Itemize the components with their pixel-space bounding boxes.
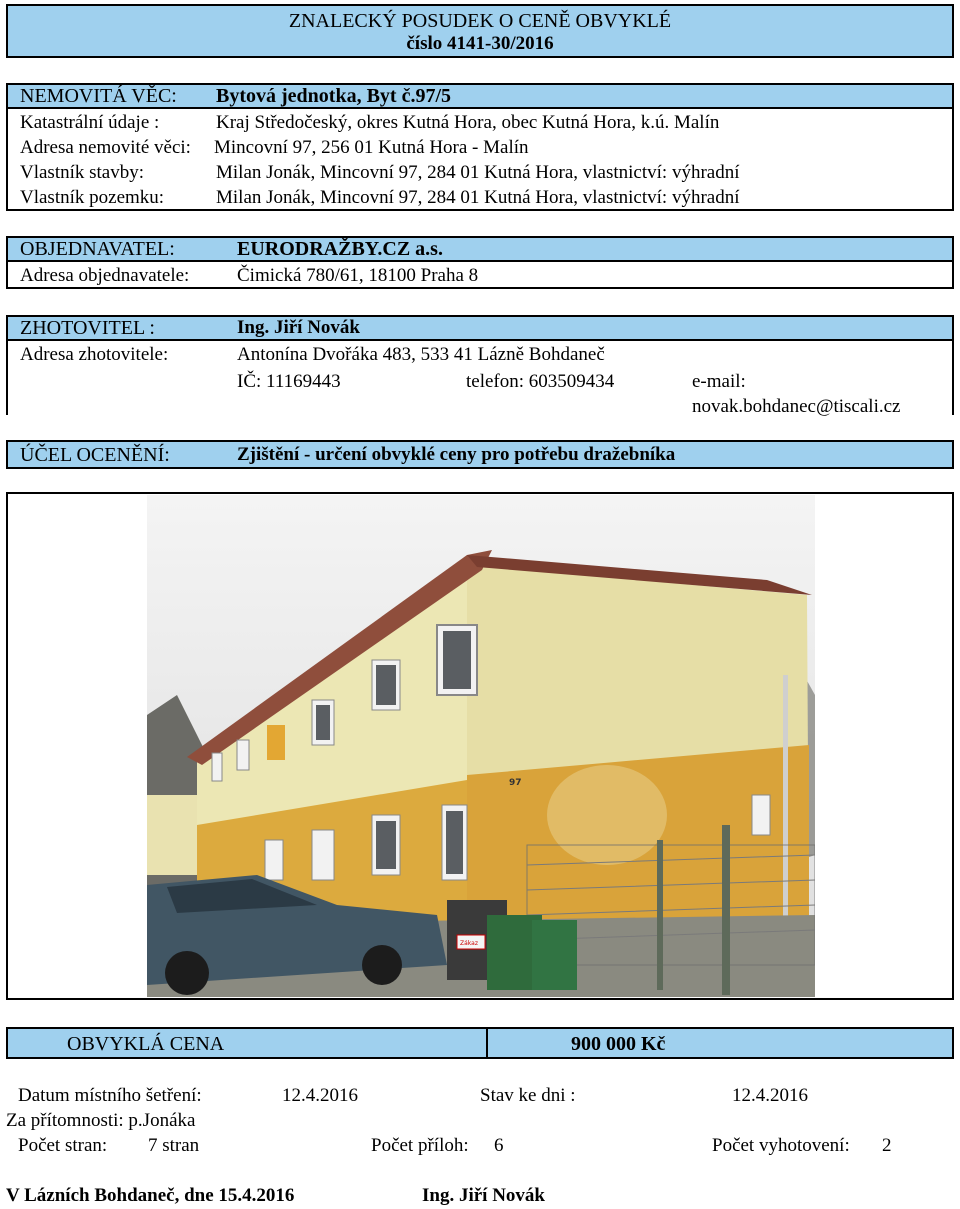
- inspection-date: 12.4.2016: [282, 1085, 358, 1106]
- building-owner-value: Milan Jonák, Mincovní 97, 284 01 Kutná Hora, vlastnictví: výhradní: [216, 162, 740, 183]
- attachments-value: 6: [494, 1135, 504, 1156]
- cadastral-value: Kraj Středočeský, okres Kutná Hora, obec Kutná Hora, k.ú. Malín: [216, 112, 720, 133]
- price-value: 900 000 Kč: [571, 1033, 666, 1055]
- state-label: Stav ke dni :: [480, 1085, 576, 1106]
- contractor-phone: telefon: 603509434: [466, 371, 615, 392]
- client-label: OBJEDNAVATEL:: [20, 238, 175, 260]
- price-divider: [486, 1027, 488, 1059]
- copies-label: Počet vyhotovení:: [712, 1135, 850, 1156]
- photo-frame: [6, 492, 954, 1000]
- contractor-address-value: Antonína Dvořáka 483, 533 41 Lázně Bohdaneč: [237, 344, 605, 365]
- client-address-value: Čimická 780/61, 18100 Praha 8: [237, 265, 479, 286]
- contractor-label: ZHOTOVITEL :: [20, 317, 155, 339]
- purpose-label: ÚČEL OCENĚNÍ:: [20, 444, 170, 466]
- land-owner-label: Vlastník pozemku:: [20, 187, 165, 208]
- sign-text: Zákaz: [460, 940, 478, 947]
- contractor-value: Ing. Jiří Novák: [237, 317, 360, 338]
- presence-text: Za přítomnosti: p.Jonáka: [6, 1110, 196, 1131]
- property-value: Bytová jednotka, Byt č.97/5: [216, 85, 451, 107]
- property-label: NEMOVITÁ VĚC:: [20, 85, 177, 107]
- inspection-label: Datum místního šetření:: [18, 1085, 202, 1106]
- client-address-label: Adresa objednavatele:: [20, 265, 190, 286]
- house-number: 97: [509, 778, 522, 788]
- price-label: OBVYKLÁ CENA: [67, 1033, 225, 1055]
- property-photo: [147, 495, 815, 997]
- report-header: [6, 4, 954, 58]
- contractor-email-label: e-mail:: [692, 371, 746, 392]
- state-date: 12.4.2016: [732, 1085, 808, 1106]
- pages-label: Počet stran:: [18, 1135, 108, 1156]
- place-date: V Lázních Bohdaneč, dne 15.4.2016: [6, 1185, 295, 1206]
- contractor-address-label: Adresa zhotovitele:: [20, 344, 169, 365]
- signature-name: Ing. Jiří Novák: [422, 1185, 545, 1206]
- attachments-label: Počet příloh:: [371, 1135, 469, 1156]
- property-address-label: Adresa nemovité věci:: [20, 137, 191, 158]
- report-title: ZNALECKÝ POSUDEK O CENĚ OBVYKLÉ: [288, 10, 672, 32]
- copies-value: 2: [882, 1135, 892, 1156]
- report-number: číslo 4141-30/2016: [406, 33, 554, 54]
- contractor-ic: IČ: 11169443: [237, 371, 341, 392]
- purpose-value: Zjištění - určení obvyklé ceny pro potřebu dražebníka: [237, 444, 676, 465]
- property-address-value: Mincovní 97, 256 01 Kutná Hora - Malín: [214, 137, 529, 158]
- client-value: EURODRAŽBY.CZ a.s.: [237, 238, 443, 260]
- contractor-email[interactable]: novak.bohdanec@tiscali.cz: [692, 396, 901, 417]
- land-owner-value: Milan Jonák, Mincovní 97, 284 01 Kutná Hora, vlastnictví: výhradní: [216, 187, 740, 208]
- cadastral-label: Katastrální údaje :: [20, 112, 160, 133]
- building-owner-label: Vlastník stavby:: [20, 162, 145, 183]
- pages-value: 7 stran: [148, 1135, 200, 1156]
